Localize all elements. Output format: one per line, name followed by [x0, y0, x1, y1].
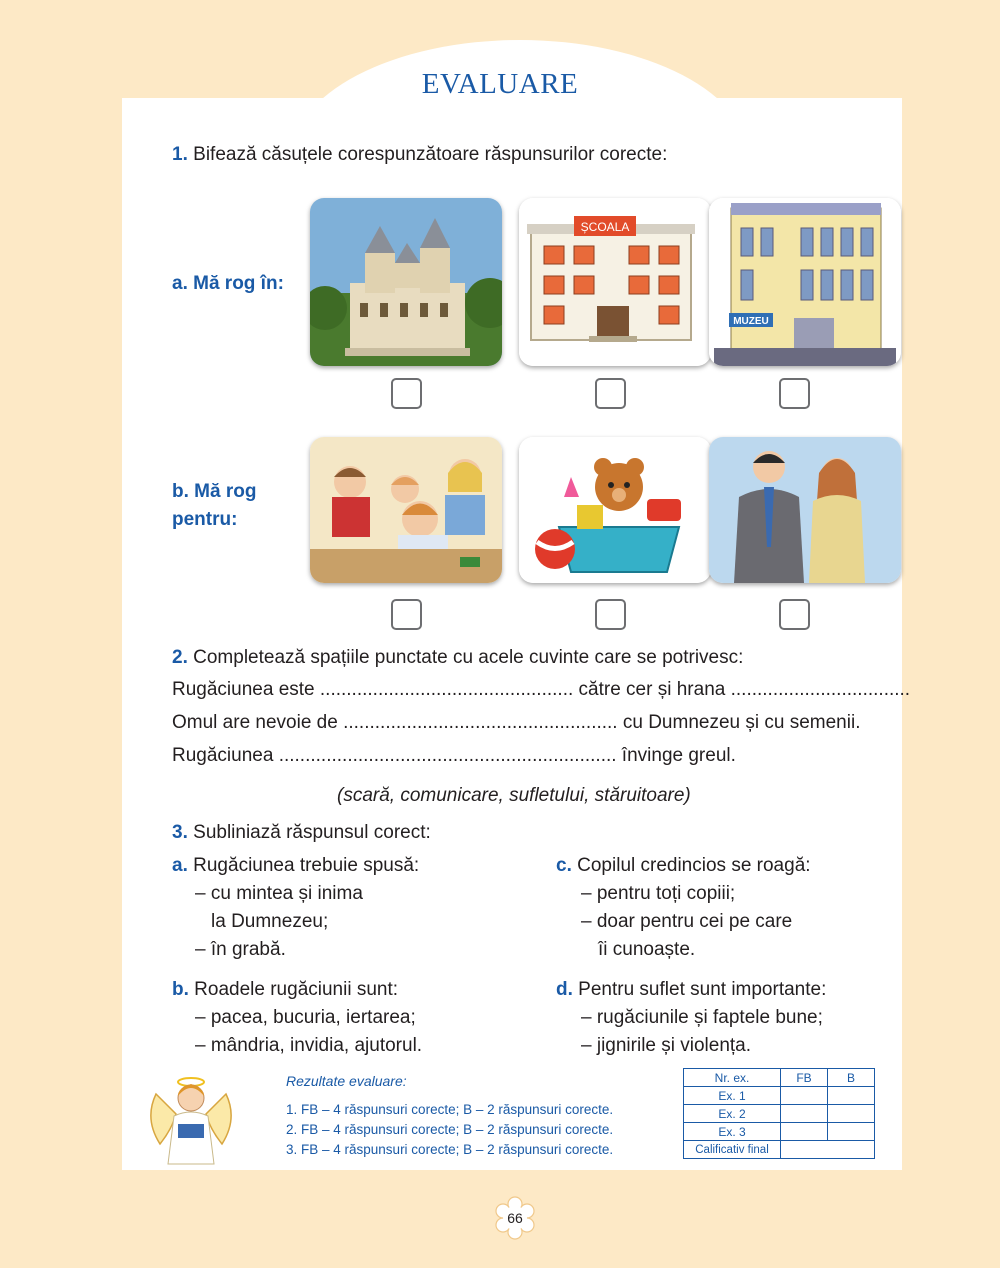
museum-sign-text: MUZEU [733, 316, 769, 327]
children-picture [310, 437, 502, 583]
school-sign-text: ȘCOALA [580, 220, 630, 234]
ex2-instruction [172, 647, 743, 669]
church-picture [310, 198, 502, 366]
ex3-c-option2-line1[interactable]: – doar pentru cei pe care [581, 911, 793, 932]
table-cell-b[interactable] [828, 1123, 875, 1141]
checkbox-children[interactable] [391, 599, 422, 630]
ex3-a-option1-line1[interactable]: – cu mintea și inima [195, 883, 363, 904]
ex3-d-option1[interactable]: – rugăciunile și faptele bune; [581, 1007, 823, 1028]
ex1-number: 1. [172, 144, 188, 165]
table-row [684, 1123, 875, 1141]
table-final-label: Calificativ final [684, 1141, 781, 1159]
angel-illustration [146, 1074, 236, 1166]
table-row-label: Ex. 1 [684, 1087, 781, 1105]
ex2-word-bank: (scară, comunicare, sufletului, stăruitoare) [337, 785, 691, 806]
table-header-row [684, 1069, 875, 1087]
results-line-1: 1. FB – 4 răspunsuri corecte; B – 2 răspunsuri corecte. [286, 1102, 614, 1117]
ex3-b-option1[interactable]: – pacea, bucuria, iertarea; [195, 1007, 416, 1028]
ex1-text: Bifează căsuțele corespunzătoare răspunsurilor corecte: [193, 144, 668, 165]
ex3-a-option2[interactable]: – în grabă. [195, 939, 286, 960]
ex3-d-letter: d. [556, 979, 573, 1000]
checkbox-toys[interactable] [595, 599, 626, 630]
ex3-a-question [172, 855, 419, 877]
ex3-b-question [172, 979, 398, 1001]
ex2-line2[interactable]: Omul are nevoie de .................................................... cu Dumnezeu și cu semenii. [172, 712, 861, 733]
ex1-b-label-line2: pentru: [172, 509, 238, 530]
table-cell-fb[interactable] [781, 1105, 828, 1123]
results-list [286, 1100, 613, 1160]
table-header-fb: FB [781, 1069, 828, 1087]
ex3-c-letter: c. [556, 855, 572, 876]
toys-picture [519, 437, 711, 583]
table-cell-fb[interactable] [781, 1123, 828, 1141]
table-header-nr: Nr. ex. [684, 1069, 781, 1087]
page-number: 66 [507, 1210, 523, 1226]
ex3-d-option2[interactable]: – jignirile și violența. [581, 1035, 752, 1056]
checkbox-school[interactable] [595, 378, 626, 409]
table-cell-fb[interactable] [781, 1087, 828, 1105]
ex3-c-option2-line2[interactable]: îi cunoaște. [598, 939, 696, 960]
ex3-d-text: Pentru suflet sunt importante: [578, 979, 827, 1000]
ex3-b-letter: b. [172, 979, 189, 1000]
ex3-instruction [172, 822, 431, 844]
table-header-b: B [828, 1069, 875, 1087]
ex3-c-question [556, 855, 811, 877]
ex3-text: Subliniază răspunsul corect: [193, 822, 431, 843]
museum-picture [709, 198, 901, 366]
checkbox-museum[interactable] [779, 378, 810, 409]
table-row-label: Ex. 2 [684, 1105, 781, 1123]
table-final-row [684, 1141, 875, 1159]
ex3-number: 3. [172, 822, 188, 843]
table-cell-b[interactable] [828, 1105, 875, 1123]
results-heading: Rezultate evaluare: [286, 1073, 407, 1089]
ex3-a-letter: a. [172, 855, 188, 876]
ex2-text: Completează spațiile punctate cu acele cuvinte care se potrivesc: [193, 647, 744, 668]
ex1-b-label-line1: b. Mă rog [172, 481, 257, 502]
ex2-line1[interactable]: Rugăciunea este ................................................ către cer și hrana .................................. [172, 679, 911, 700]
ex3-c-option1[interactable]: – pentru toți copiii; [581, 883, 736, 904]
checkbox-church[interactable] [391, 378, 422, 409]
ex2-number: 2. [172, 647, 188, 668]
ex3-a-text: Rugăciunea trebuie spusă: [193, 855, 420, 876]
ex3-a-option1-line2[interactable]: la Dumnezeu; [211, 911, 329, 932]
ex2-line3[interactable]: Rugăciunea ................................................................ învinge greul. [172, 745, 736, 766]
table-row [684, 1105, 875, 1123]
parents-picture [709, 437, 901, 583]
table-row [684, 1087, 875, 1105]
table-row-label: Ex. 3 [684, 1123, 781, 1141]
page-number-badge [493, 1196, 537, 1240]
table-cell-b[interactable] [828, 1087, 875, 1105]
ex3-c-text: Copilul credincios se roagă: [577, 855, 811, 876]
results-table [683, 1068, 875, 1159]
ex1-instruction [172, 144, 667, 166]
results-line-3: 3. FB – 4 răspunsuri corecte; B – 2 răspunsuri corecte. [286, 1142, 614, 1157]
school-picture [519, 198, 711, 366]
table-final-cell[interactable] [781, 1141, 875, 1159]
ex3-b-option2[interactable]: – mândria, invidia, ajutorul. [195, 1035, 423, 1056]
checkbox-parents[interactable] [779, 599, 810, 630]
results-line-2: 2. FB – 4 răspunsuri corecte; B – 2 răspunsuri corecte. [286, 1122, 614, 1137]
ex3-b-text: Roadele rugăciunii sunt: [194, 979, 399, 1000]
ex3-d-question [556, 979, 826, 1001]
ex1-a-label: a. Mă rog în: [172, 273, 284, 294]
page-title: EVALUARE [421, 68, 579, 100]
